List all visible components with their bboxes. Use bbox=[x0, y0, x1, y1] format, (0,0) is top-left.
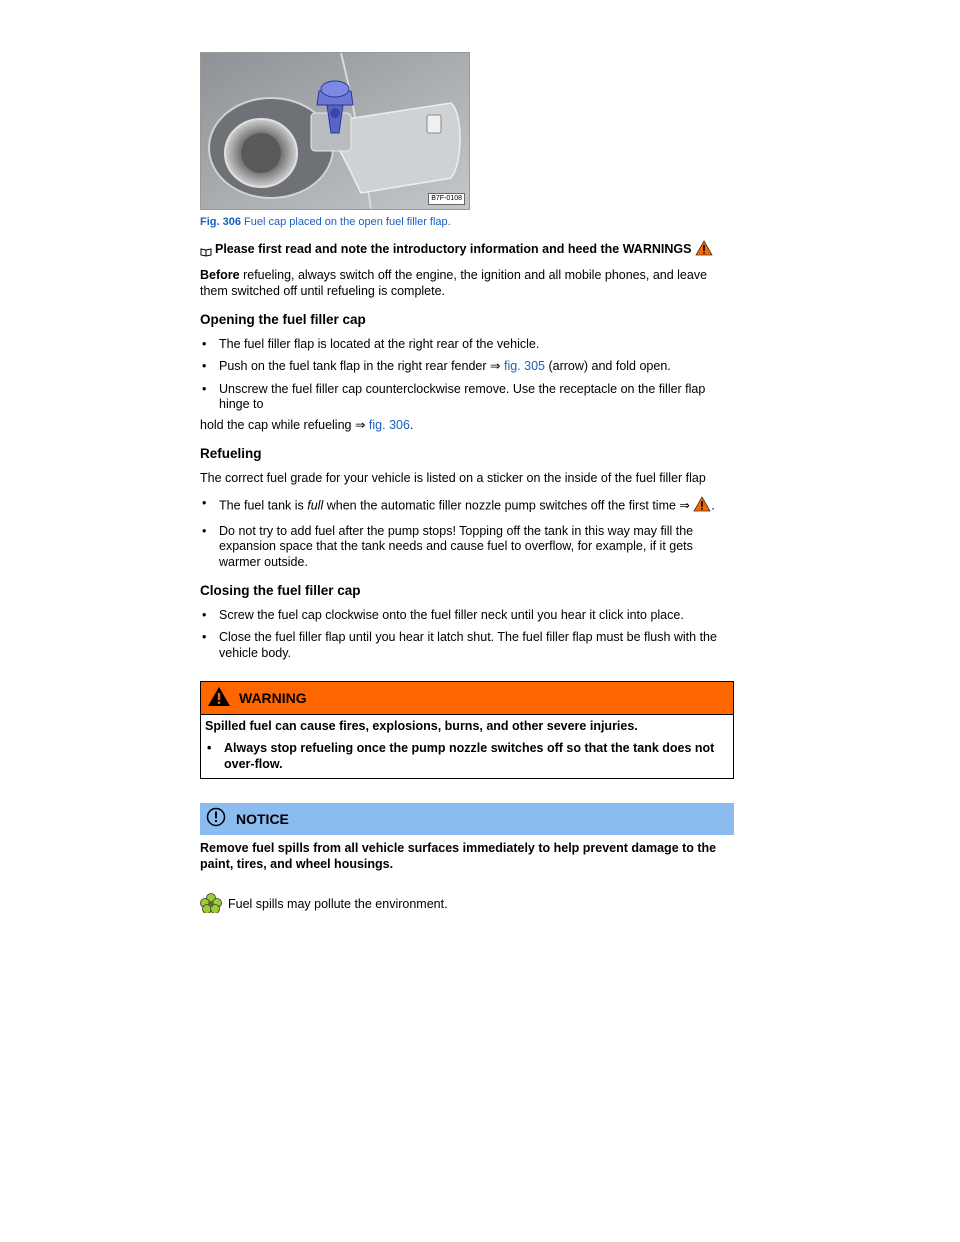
figure-caption-label: Fig. 306 bbox=[200, 216, 241, 228]
intro-text: Please first read and note the introductory information and heed the WARNINGS bbox=[215, 242, 692, 257]
figure-fuel-cap bbox=[200, 52, 470, 210]
warning-body bbox=[201, 715, 733, 778]
notice-box bbox=[200, 803, 734, 872]
environment-note bbox=[200, 893, 734, 918]
figure-caption bbox=[200, 216, 734, 230]
notice-header bbox=[200, 803, 734, 835]
heading-refueling: Refueling bbox=[200, 445, 262, 461]
list-item: • Push on the fuel tank flap in the right rear fender ⇒ fig. 305 (arrow) and fold open. bbox=[202, 359, 671, 374]
list-item: • Unscrew the fuel filler cap counterclockwise remove. Use the receptacle on the filler flap hinge to bbox=[202, 381, 706, 412]
list-item: • The fuel tank is full when the automatic filler nozzle pump switches off the first time ⇒ . bbox=[200, 496, 734, 517]
heading-closing: Closing the fuel filler cap bbox=[200, 582, 361, 598]
warning-header bbox=[201, 682, 733, 715]
before-lead: Before bbox=[200, 268, 240, 283]
notice-icon bbox=[206, 807, 226, 832]
environment-text: Fuel spills may pollute the environment. bbox=[228, 897, 448, 911]
link-fig-305[interactable]: fig. 305 bbox=[503, 359, 545, 374]
warning-title: WARNING bbox=[239, 689, 307, 706]
figure-code: B7F-0108 bbox=[428, 193, 465, 205]
warning-text: Spilled fuel can cause fires, explosions, burns, and other severe injuries. bbox=[205, 719, 638, 734]
warning-triangle-icon[interactable] bbox=[693, 496, 711, 517]
figure-caption-text: Fuel cap placed on the open fuel filler flap. bbox=[244, 216, 451, 228]
warning-triangle-icon[interactable] bbox=[695, 240, 713, 261]
manual-page bbox=[200, 52, 734, 917]
notice-title: NOTICE bbox=[236, 810, 289, 827]
list-item: • The fuel filler flap is located at the right rear of the vehicle. bbox=[202, 336, 540, 351]
before-text: refueling, always switch off the engine, the ignition and all mobile phones, and leave them switched off until refueling is complete. bbox=[200, 268, 708, 298]
list-item: • Screw the fuel cap clockwise onto the fuel filler neck until you hear it click into place. bbox=[202, 607, 684, 622]
refueling-text: The correct fuel grade for your vehicle is listed on a sticker on the inside of the fuel filler flap bbox=[200, 470, 706, 485]
warning-icon bbox=[207, 686, 231, 712]
heading-opening: Opening the fuel filler cap bbox=[200, 311, 366, 327]
before-paragraph bbox=[200, 268, 734, 299]
notice-body: Remove fuel spills from all vehicle surfaces immediately to help prevent damage to the paint, tires, and wheel housings. bbox=[200, 841, 717, 871]
list-item: • Do not try to add fuel after the pump stops! Topping off the tank in this way may fill the expansion space that the tank needs and cause fuel to overflow, for example, if it gets warmer outside. bbox=[202, 523, 694, 569]
book-icon bbox=[200, 246, 211, 255]
list-item: • Always stop refueling once the pump nozzle switches off so that the tank does not over-flow. bbox=[207, 741, 715, 771]
fuel-cap-illustration bbox=[201, 53, 469, 209]
flower-icon bbox=[200, 893, 222, 918]
intro-line bbox=[200, 240, 734, 261]
list-item-continuation: hold the cap while refueling ⇒ fig. 306. bbox=[200, 418, 414, 432]
link-fig-306[interactable]: fig. 306 bbox=[368, 418, 410, 432]
warning-box bbox=[200, 681, 734, 779]
list-item: • Close the fuel filler flap until you hear it latch shut. The fuel filler flap must be flush with the vehicle body. bbox=[202, 630, 717, 660]
